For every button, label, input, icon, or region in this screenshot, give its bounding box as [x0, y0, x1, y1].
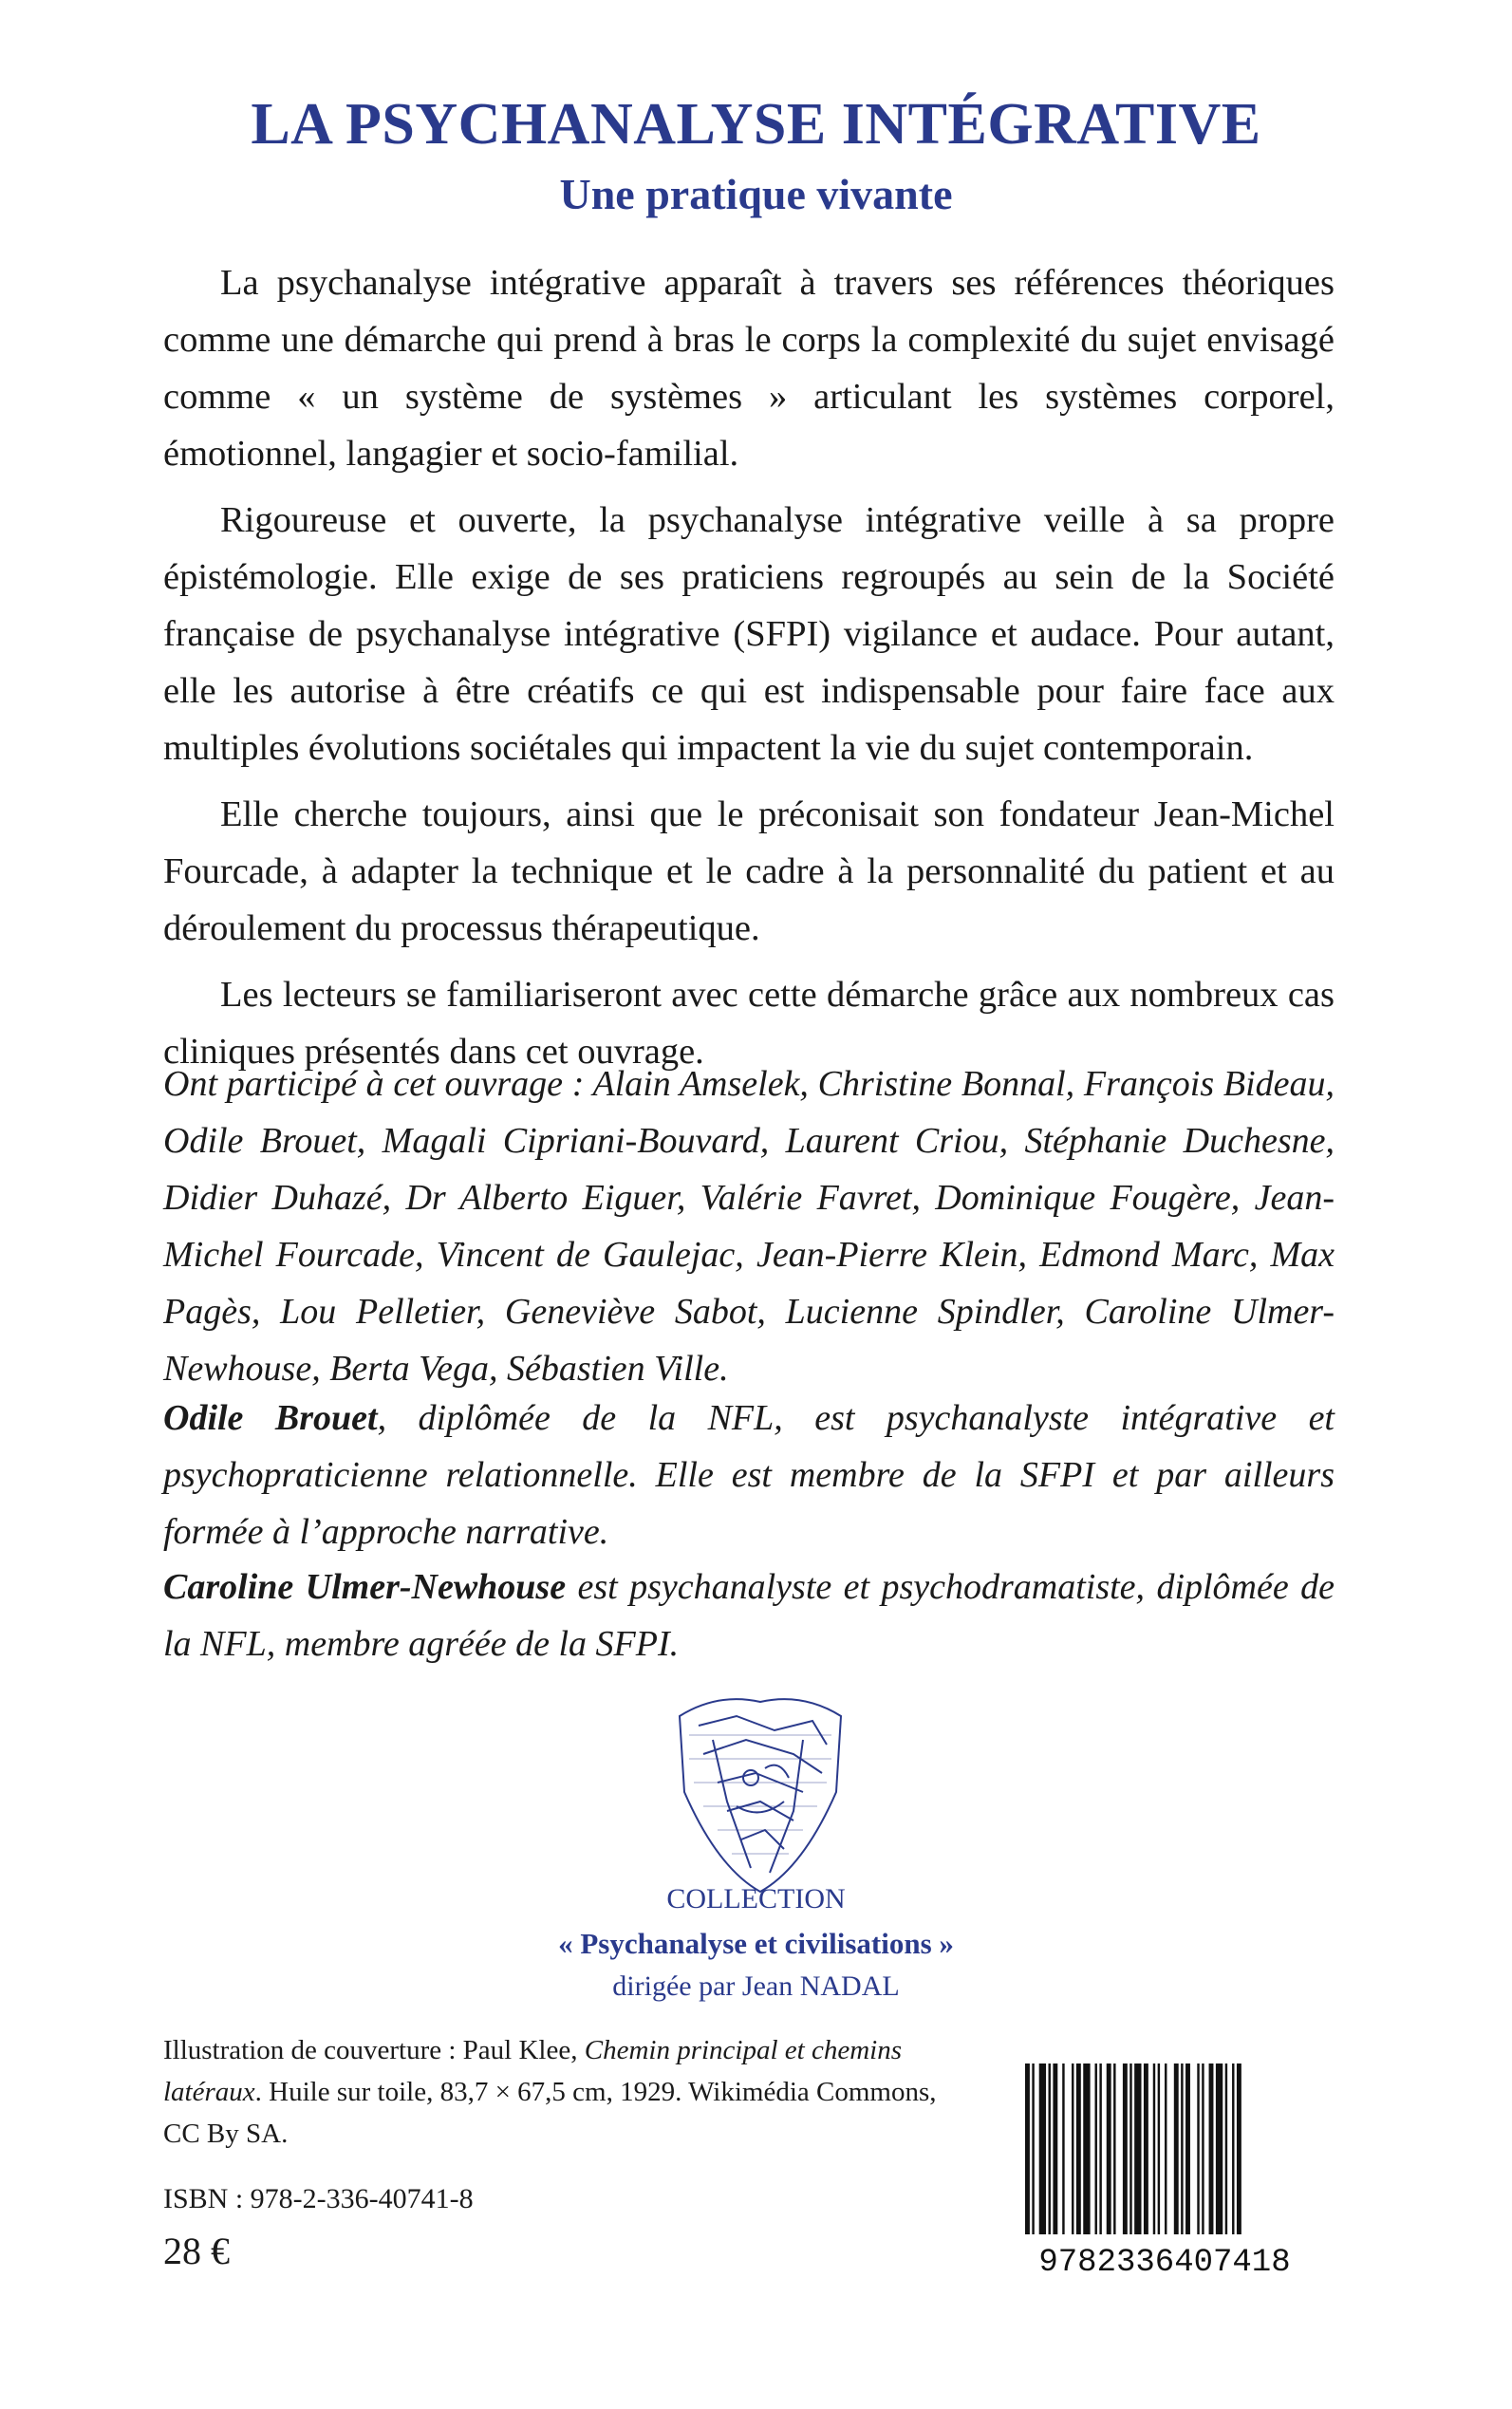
- author-name: Odile Brouet: [163, 1398, 378, 1438]
- summary-paragraph: Rigoureuse et ouverte, la psychanalyse intégrative veille à sa propre épistémologie. Elle exige de ses praticiens regroupés au sein de la Société française de psychanalyse intégrative (SFPI) vigilance et audace. Pour autant, elle les autorise à être créatifs ce qui est indispensable pour faire face aux multiples évolutions sociétales qui impactent la vie du sujet contemporain.: [163, 500, 1335, 768]
- price: 28 €: [163, 2230, 230, 2272]
- author-name: Caroline Ulmer-Newhouse: [163, 1567, 567, 1607]
- credit-suffix: . Huile sur toile, 83,7 × 67,5 cm, 1929. Wikimédia Commons, CC By SA.: [163, 2077, 937, 2149]
- collection-label: COLLECTION: [666, 1883, 846, 1914]
- credit-work: Chemin principal et chemins latéraux: [163, 2035, 902, 2107]
- isbn: ISBN : 978-2-336-40741-8: [163, 2183, 474, 2214]
- collection-director: dirigée par Jean NADAL: [612, 1970, 900, 2002]
- author-bio-text: est psychanalyste et psychodramatiste, diplômée de la NFL, membre agréée de la SFPI.: [163, 1567, 1335, 1664]
- summary: [163, 254, 1335, 1090]
- author-bio: [163, 1390, 1335, 1560]
- cover-credit: [163, 2029, 942, 2155]
- barcode-number: 9782336407418: [1038, 2245, 1291, 2278]
- book-title: LA PSYCHANALYSE INTÉGRATIVE: [251, 92, 1261, 157]
- summary-paragraph: La psychanalyse intégrative apparaît à travers ses références théoriques comme une démarche qui prend à bras le corps la complexité du sujet envisagé comme « un système de systèmes » articulant les systèmes corporel, émotionnel, langagier et socio-familial.: [163, 263, 1335, 474]
- collection-name: « Psychanalyse et civilisations »: [558, 1927, 954, 1960]
- publisher-logo-icon: [661, 1688, 860, 1896]
- barcode: [1017, 2060, 1312, 2278]
- author-bio: [163, 1559, 1335, 1672]
- credit-prefix: Illustration de couverture : Paul Klee,: [163, 2035, 585, 2065]
- book-subtitle: Une pratique vivante: [559, 170, 953, 218]
- contributors: Ont participé à cet ouvrage : Alain Amselek, Christine Bonnal, François Bideau, Odile Brouet, Magali Cipriani-Bouvard, Laurent Criou, Stéphanie Duchesne, Didier Duhazé, Dr Alberto Eiguer, Valérie Favret, Dominique Fougère, Jean-Michel Fourcade, Vincent de Gaulejac, Jean-Pierre Klein, Edmond Marc, Max Pagès, Lou Pelletier, Geneviève Sabot, Lucienne Spindler, Caroline Ulmer-Newhouse, Berta Vega, Sébastien Ville.: [163, 1064, 1335, 1389]
- summary-paragraph: Elle cherche toujours, ainsi que le préconisait son fondateur Jean-Michel Fourcade, à adapter la technique et le cadre à la personnalité du patient et au déroulement du processus thérapeutique.: [163, 794, 1335, 948]
- summary-paragraph: Les lecteurs se familiariseront avec cette démarche grâce aux nombreux cas cliniques présentés dans cet ouvrage.: [163, 975, 1335, 1072]
- author-bio-text: , diplômée de la NFL, est psychanalyste intégrative et psychopraticienne relationnelle. Elle est membre de la SFPI et par ailleurs formée à l’approche narrative.: [163, 1398, 1335, 1552]
